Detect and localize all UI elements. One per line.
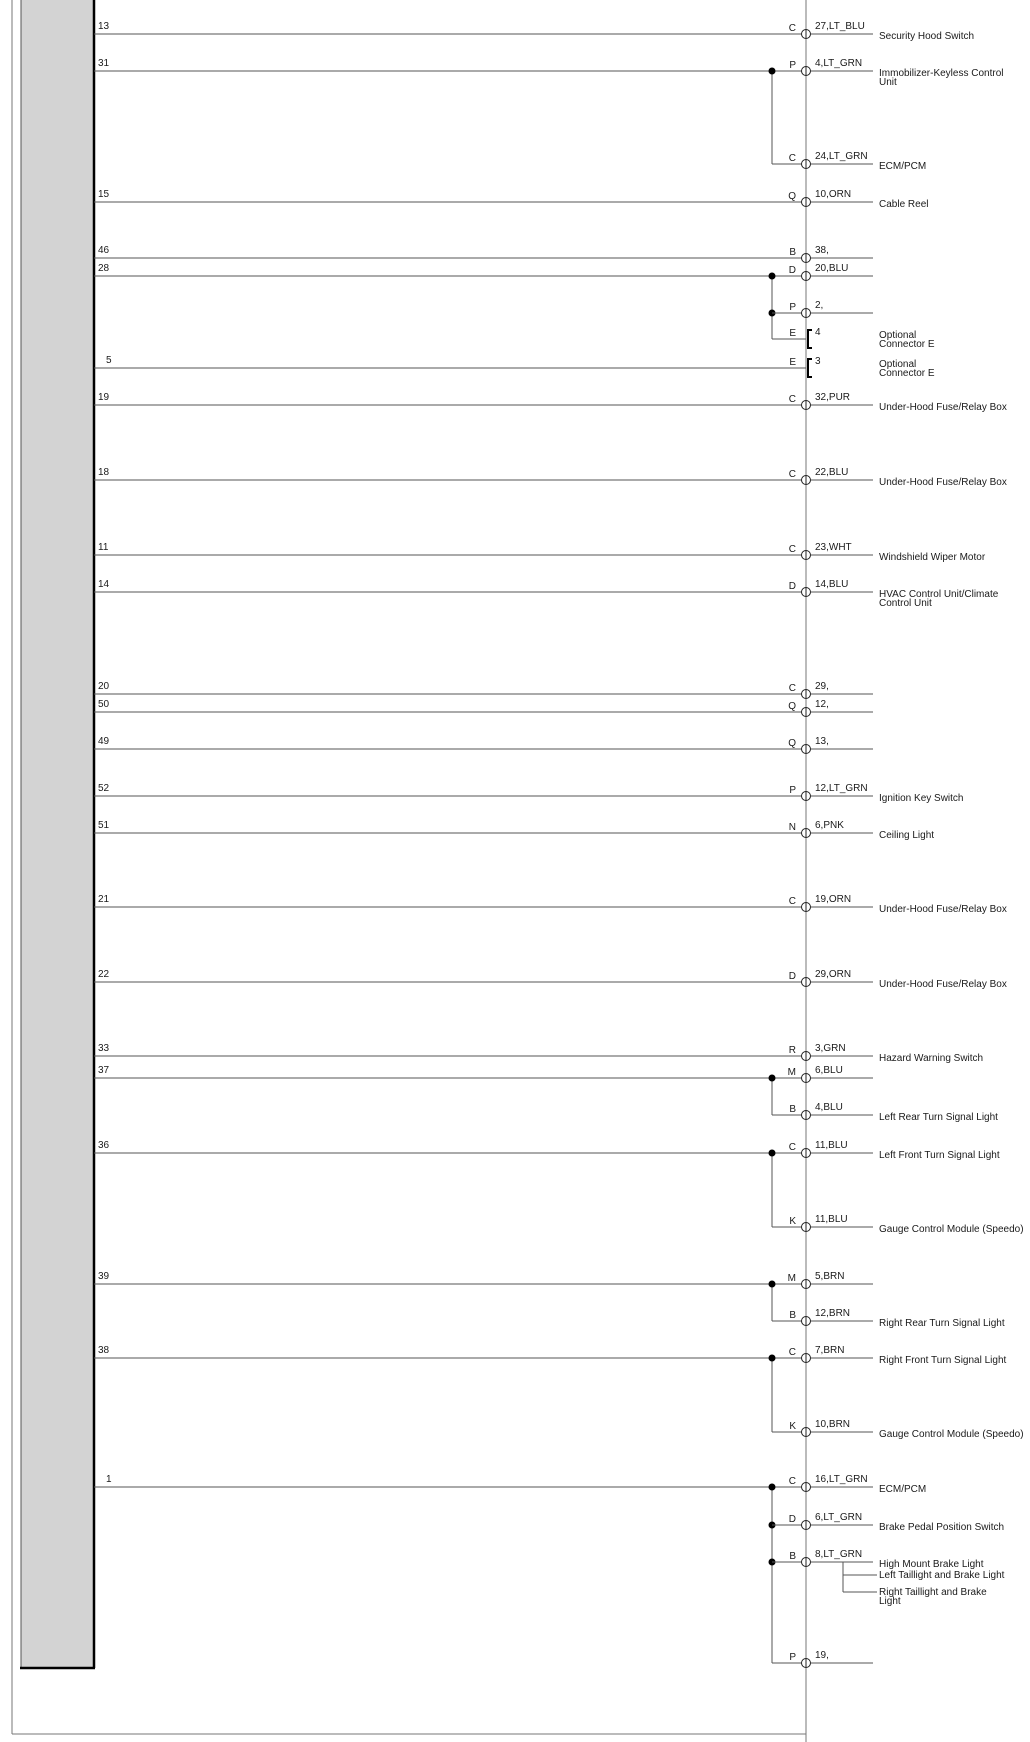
connector-letter: Q [788,738,796,749]
wire-label: 4 [815,327,821,338]
connector-symbol [802,253,811,263]
pin-number: 39 [98,1271,110,1282]
wire-label: 12,BRN [815,1308,851,1319]
circuits-layer [94,21,1024,1668]
connector-symbol [802,1658,811,1668]
wire-label: 6,LT_GRN [815,1512,863,1523]
wire-label: 16,LT_GRN [815,1474,868,1485]
connector-letter: P [789,1652,796,1663]
connector-symbol [802,1051,811,1061]
destination-label: Optional [879,359,917,370]
pin-number: 52 [98,783,110,794]
splice-dot [769,1150,776,1157]
pin-number: 31 [98,58,110,69]
connector-letter: P [789,302,796,313]
connector-letter: Q [788,701,796,712]
pin-number: 11 [98,542,109,553]
destination-label: ECM/PCM [879,1484,927,1495]
connector-letter: K [789,1421,796,1432]
pin-number: 5 [106,355,112,366]
destination-label: Under-Hood Fuse/Relay Box [879,904,1007,915]
connector-symbol [802,707,811,717]
wire-label: 4,BLU [815,1102,843,1113]
pin-number: 49 [98,736,110,747]
destination-label: Connector E [879,339,935,350]
wire-label: 11,BLU [815,1140,848,1151]
pin-number: 18 [98,467,110,478]
wire-label: 7,BRN [815,1345,845,1356]
connector-symbol [802,29,811,39]
connector-letter: B [789,1310,796,1321]
wire-label: 29,ORN [815,969,852,980]
destination-label: HVAC Control Unit/Climate [879,589,999,600]
connector-symbol [802,66,811,76]
splice-dot [769,1484,776,1491]
connector-symbol [802,1073,811,1083]
destination-label: Left Taillight and Brake Light [879,1570,1005,1581]
wire-label: 12, [815,699,829,710]
wire-label: 2, [815,300,824,311]
connector-symbol [802,1222,811,1232]
connector-letter: M [787,1273,796,1284]
connector-letter: B [789,247,796,258]
connector-letter: P [789,60,796,71]
destination-label: Under-Hood Fuse/Relay Box [879,402,1007,413]
connector-symbol [802,1353,811,1363]
connector-letter: P [789,785,796,796]
destination-label: Windshield Wiper Motor [879,552,986,563]
connector-symbol [802,271,811,281]
wire-label: 27,LT_BLU [815,21,865,32]
connector-symbol [802,828,811,838]
pin-number: 51 [98,820,110,831]
destination-label: Right Front Turn Signal Light [879,1355,1007,1366]
connector-symbol [802,744,811,754]
pin-number: 46 [98,245,110,256]
destination-label: Connector E [879,368,935,379]
pin-number: 37 [98,1065,110,1076]
wire-label: 6,BLU [815,1065,843,1076]
pin-number: 1 [106,1474,112,1485]
connector-symbol [802,1110,811,1120]
pin-number: 33 [98,1043,110,1054]
pin-number: 22 [98,969,110,980]
connector-letter: N [788,822,796,833]
splice-dot [769,68,776,75]
pin-number: 36 [98,1140,110,1151]
wire-label: 10,ORN [815,189,852,200]
wire-label: 11,BLU [815,1214,848,1225]
connector-symbol [802,197,811,207]
connector-letter: E [789,357,796,368]
connector-letter: C [788,1347,796,1358]
wire-label: 20,BLU [815,263,849,274]
wire-label: 10,BRN [815,1419,851,1430]
connector-symbol [802,902,811,912]
connector-symbol [802,1316,811,1326]
wire-label: 23,WHT [815,542,852,553]
destination-label: Hazard Warning Switch [879,1053,984,1064]
wire-label: 12,LT_GRN [815,783,868,794]
pin-number: 20 [98,681,110,692]
destination-label: Immobilizer-Keyless Control [879,68,1004,79]
wire-label: 3,GRN [815,1043,846,1054]
wire-label: 6,PNK [815,820,844,831]
wire-label: 22,BLU [815,467,849,478]
connector-symbol [802,587,811,597]
pin-number: 28 [98,263,110,274]
destination-label: Security Hood Switch [879,31,975,42]
connector-symbol [802,1427,811,1437]
wire-label: 38, [815,245,829,256]
connector-letter: C [788,896,796,907]
destination-label: Gauge Control Module (Speedo) [879,1224,1024,1235]
connector-letter: D [788,1514,796,1525]
destination-label: ECM/PCM [879,161,927,172]
connector-symbol [802,1557,811,1567]
wire-label: 19, [815,1650,829,1661]
connector-letter: D [788,971,796,982]
connector-symbol [802,1279,811,1289]
connector-symbol [802,1148,811,1158]
wire-label: 13, [815,736,829,747]
connector-letter: C [788,394,796,405]
destination-label: Optional [879,330,917,341]
connector-letter: B [789,1104,796,1115]
optional-connector-bracket [808,330,812,348]
pin-number: 19 [98,392,110,403]
destination-label: Ignition Key Switch [879,793,964,804]
connector-symbol [802,475,811,485]
connector-letter: C [788,683,796,694]
connector-letter: E [789,328,796,339]
connector-symbol [802,400,811,410]
pin-number: 21 [98,894,110,905]
destination-label: Cable Reel [879,199,929,210]
wire-label: 5,BRN [815,1271,845,1282]
destination-label: Ceiling Light [879,830,935,841]
connector-letter: R [788,1045,796,1056]
destination-label: Under-Hood Fuse/Relay Box [879,477,1007,488]
connector-letter: K [789,1216,796,1227]
destination-label: Right Rear Turn Signal Light [879,1318,1005,1329]
connector-symbol [802,977,811,987]
connector-letter: M [787,1067,796,1078]
pin-number: 38 [98,1345,110,1356]
pin-number: 50 [98,699,110,710]
destination-label: High Mount Brake Light [879,1559,984,1570]
destination-label: Left Rear Turn Signal Light [879,1112,998,1123]
control-unit-body [20,0,95,1668]
connector-letter: B [789,1551,796,1562]
splice-dot [769,1281,776,1288]
destination-label: Control Unit [879,598,932,609]
wire-label: 24,LT_GRN [815,151,868,162]
splice-dot [769,273,776,280]
connector-letter: C [788,1142,796,1153]
connector-letter: C [788,23,796,34]
connector-symbol [802,159,811,169]
optional-connector-bracket [808,359,812,377]
wire-label: 32,PUR [815,392,851,403]
destination-label: Under-Hood Fuse/Relay Box [879,979,1007,990]
splice-dot [769,1355,776,1362]
connector-symbol [802,1520,811,1530]
pin-number: 15 [98,189,110,200]
connector-symbol [802,1482,811,1492]
wire-label: 14,BLU [815,579,849,590]
destination-label: Light [879,1596,901,1607]
pin-number: 13 [98,21,110,32]
wire-label: 4,LT_GRN [815,58,863,69]
destination-label: Left Front Turn Signal Light [879,1150,1000,1161]
wire-label: 3 [815,356,821,367]
destination-label: Brake Pedal Position Switch [879,1522,1005,1533]
destination-label: Gauge Control Module (Speedo) [879,1429,1024,1440]
wire-label: 19,ORN [815,894,852,905]
connector-symbol [802,308,811,318]
connector-letter: C [788,469,796,480]
destination-label: Right Taillight and Brake [879,1587,987,1598]
diagram-frame [12,0,806,1734]
connector-letter: Q [788,191,796,202]
connector-letter: D [788,581,796,592]
wire-label: 29, [815,681,829,692]
pin-number: 14 [98,579,110,590]
destination-label: Unit [879,77,897,88]
connector-letter: C [788,544,796,555]
connector-symbol [802,550,811,560]
connector-symbol [802,791,811,801]
connector-letter: D [788,265,796,276]
connector-letter: C [788,1476,796,1487]
connector-symbol [802,689,811,699]
wire-label: 8,LT_GRN [815,1549,863,1560]
connector-letter: C [788,153,796,164]
splice-dot [769,1075,776,1082]
